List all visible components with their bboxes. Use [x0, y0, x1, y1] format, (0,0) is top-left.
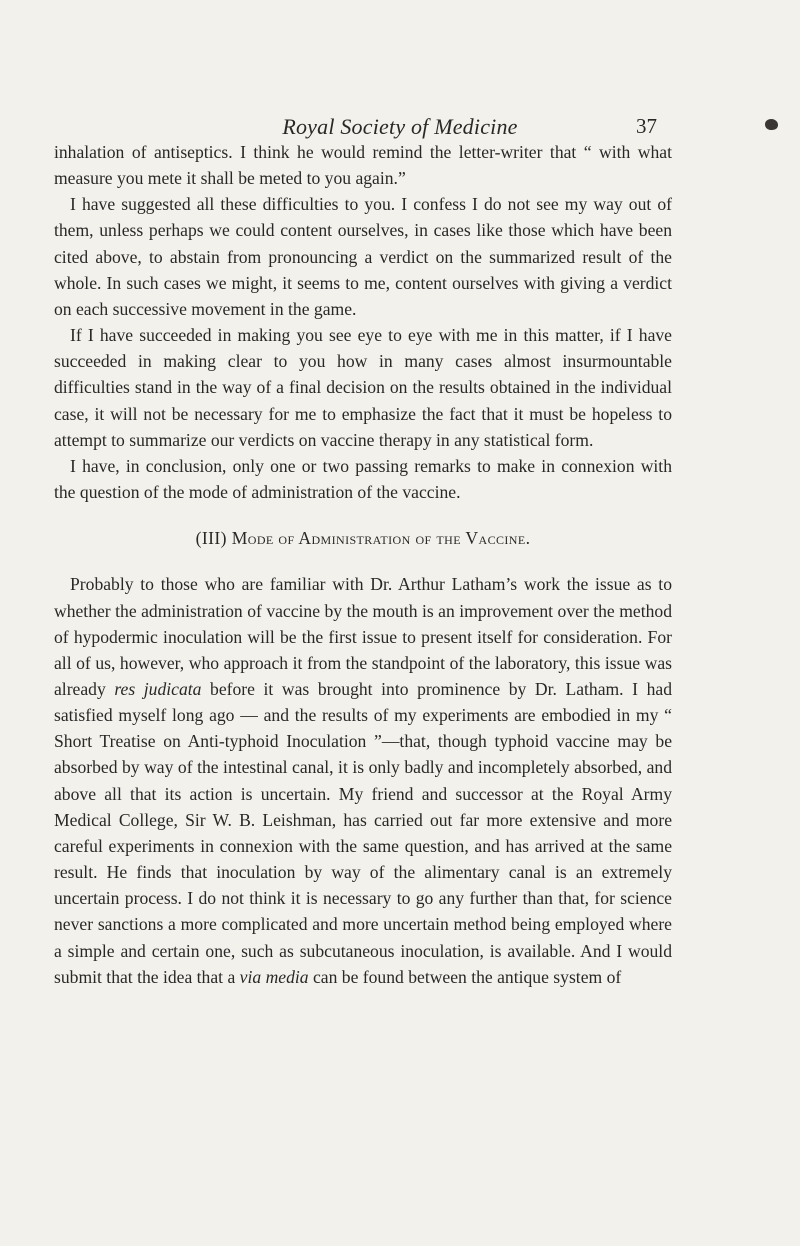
paragraph-2: I have suggested all these difficulties to you. I confess I do not see my way out of them, unless perhaps we could content ourselves, in cases like those which have been cited above, to abstain from pronouncing a verdict on the summarized result of the whole. In such cases we might, it seems to me, content ourselves with giving a verdict on each successive movement in the game.	[54, 194, 672, 319]
paragraph-5	[54, 571, 672, 990]
paragraph-1: inhalation of antiseptics. I think he would remind the letter-writer that “ with what measure you mete it shall be meted to you again.”	[54, 142, 672, 189]
section-heading	[54, 525, 672, 551]
paragraph-5-part-2: before it was brought into prominence by Dr. Latham. I had satisfied myself long ago — and the results of my experiments are embodied in my “ Short Treatise on Anti-typhoid Inoculation ”—that, though typhoid vaccine may be absorbed by way of the intestinal canal, it is only badly and incompletely absorbed, and above all that its action is uncertain. My friend and successor at the Royal Army Medical College, Sir W. B. Leishman, has carried out far more extensive and more careful experiments in connexion with the same question, and has arrived at the same result. He finds that inoculation by way of the alimentary canal is an extremely uncertain process. I do not think it is necessary to go any further than that, for science never sanctions a more complicated and more uncertain method being employed where a simple and certain one, such as subcutaneous inoculation, is available. And I would submit that the idea that a	[54, 678, 673, 987]
paragraph-3: If I have succeeded in making you see eye to eye with me in this matter, if I have succeeded in making clear to you how in many cases almost insurmountable difficulties stand in the way of a final decision on the results obtained in the individual case, it will not be necessary for me to emphasize the fact that it must be hopeless to attempt to summarize our verdicts on vaccine therapy in any statistical form.	[54, 325, 672, 450]
running-title: Royal Society of Medicine	[282, 114, 518, 139]
paragraph-4: I have, in conclusion, only one or two passing remarks to make in connexion with the question of the mode of administration of the vaccine.	[54, 455, 672, 503]
paragraph-5-part-3: can be found between the antique system of	[308, 966, 622, 987]
page-number: 37	[636, 114, 657, 138]
italic-via-media: via media	[239, 966, 309, 987]
ink-blot-icon	[765, 119, 778, 130]
paragraph-5-part-1: Probably to those who are familiar with Dr. Arthur Latham’s work the issue as to whether the administration of vaccine by the mouth is an improvement over the method of hypodermic inoculation will be the first issue to present itself for consideration. For all of us, however, who approach it from the standpoint of the laboratory, this issue was already	[54, 574, 672, 699]
body-text	[54, 139, 672, 990]
italic-res-judicata: res judicata	[114, 678, 202, 699]
section-numeral: (III)	[195, 528, 227, 549]
section-title: Mode of Administration of the Vaccine.	[231, 528, 531, 549]
